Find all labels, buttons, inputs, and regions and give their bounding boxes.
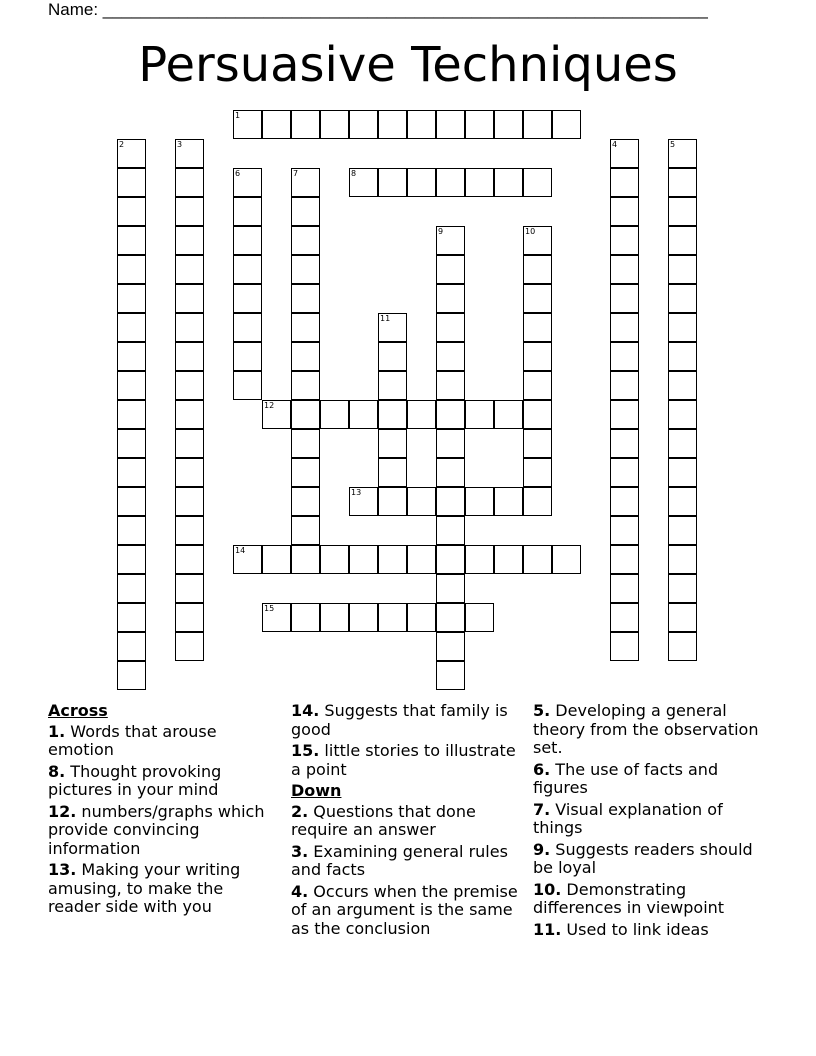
grid-cell[interactable] [378, 487, 407, 516]
grid-cell[interactable] [349, 603, 378, 632]
grid-cell[interactable] [668, 632, 697, 661]
grid-cell[interactable] [610, 313, 639, 342]
clue-text: Used to link ideas [561, 919, 709, 939]
clue-number: 6. [533, 759, 551, 779]
clue-text: Words that arouse emotion [48, 721, 217, 759]
grid-cell[interactable] [378, 342, 407, 371]
grid-cell[interactable] [175, 371, 204, 400]
grid-cell[interactable] [436, 226, 465, 255]
grid-cell[interactable] [610, 168, 639, 197]
grid-cell[interactable] [378, 313, 407, 342]
down-clue [533, 881, 763, 918]
grid-cell[interactable] [349, 110, 378, 139]
grid-cell[interactable] [117, 371, 146, 400]
clue-number: 3. [291, 841, 309, 861]
cell-number: 9 [438, 227, 444, 236]
grid-cell[interactable] [465, 110, 494, 139]
grid-cell[interactable] [494, 487, 523, 516]
grid-cell[interactable] [465, 168, 494, 197]
grid-cell[interactable] [407, 603, 436, 632]
clue-text: The use of facts and figures [533, 759, 719, 797]
grid-cell[interactable] [233, 371, 262, 400]
grid-cell[interactable] [175, 574, 204, 603]
clue-number: 11. [533, 919, 562, 939]
clue-number: 1. [48, 721, 66, 741]
grid-cell[interactable] [436, 574, 465, 603]
clue-text: numbers/graphs which provide convincing information [48, 801, 265, 858]
grid-cell[interactable] [378, 603, 407, 632]
grid-cell[interactable] [436, 110, 465, 139]
cell-number: 1 [235, 111, 241, 120]
clue-text: Thought provoking pictures in your mind [48, 761, 222, 799]
grid-cell[interactable] [668, 284, 697, 313]
cell-number: 7 [293, 169, 299, 178]
grid-cell[interactable] [233, 255, 262, 284]
grid-cell[interactable] [668, 574, 697, 603]
grid-cell[interactable] [175, 516, 204, 545]
grid-cell[interactable] [378, 168, 407, 197]
clue-number: 13. [48, 860, 77, 879]
cell-number: 13 [351, 488, 362, 497]
name-field[interactable]: Name: ________________________________________________________________ [48, 0, 708, 19]
grid-cell[interactable] [668, 429, 697, 458]
grid-cell[interactable] [668, 168, 697, 197]
clues-column-2 [291, 702, 527, 941]
across-clue [48, 803, 278, 859]
grid-cell[interactable] [262, 603, 291, 632]
grid-cell[interactable] [407, 400, 436, 429]
grid-cell[interactable] [349, 400, 378, 429]
down-clue [291, 803, 527, 840]
grid-cell[interactable] [610, 632, 639, 661]
grid-cell[interactable] [117, 255, 146, 284]
grid-cell[interactable] [523, 255, 552, 284]
grid-cell[interactable] [320, 603, 349, 632]
grid-cell[interactable] [610, 255, 639, 284]
grid-cell[interactable] [175, 255, 204, 284]
grid-cell[interactable] [523, 110, 552, 139]
grid-cell[interactable] [378, 545, 407, 574]
grid-cell[interactable] [175, 632, 204, 661]
grid-cell[interactable] [291, 545, 320, 574]
grid-cell[interactable] [117, 603, 146, 632]
clue-text: Suggests readers should be loyal [533, 839, 753, 877]
cell-number: 2 [119, 140, 125, 149]
clue-number: 9. [533, 839, 551, 859]
grid-cell[interactable] [175, 603, 204, 632]
grid-cell[interactable] [668, 371, 697, 400]
grid-cell[interactable] [523, 371, 552, 400]
grid-cell[interactable] [610, 284, 639, 313]
down-clue [533, 702, 763, 758]
grid-cell[interactable] [262, 545, 291, 574]
grid-cell[interactable] [291, 429, 320, 458]
grid-cell[interactable] [436, 342, 465, 371]
cell-number: 6 [235, 169, 241, 178]
grid-cell[interactable] [523, 226, 552, 255]
grid-cell[interactable] [668, 139, 697, 168]
grid-cell[interactable] [668, 458, 697, 487]
grid-cell[interactable] [494, 110, 523, 139]
across-clue [48, 763, 278, 800]
grid-cell[interactable] [668, 487, 697, 516]
clue-number: 5. [533, 701, 551, 720]
grid-cell[interactable] [552, 545, 581, 574]
cell-number: 3 [177, 140, 183, 149]
grid-cell[interactable] [610, 603, 639, 632]
cell-number: 5 [670, 140, 676, 149]
grid-cell[interactable] [320, 545, 349, 574]
grid-cell[interactable] [233, 342, 262, 371]
grid-cell[interactable] [436, 545, 465, 574]
grid-cell[interactable] [291, 197, 320, 226]
clue-number: 4. [291, 881, 309, 901]
grid-cell[interactable] [117, 574, 146, 603]
down-clue [291, 843, 527, 880]
clue-text: Examining general rules and facts [291, 841, 508, 879]
clue-number: 14. [291, 701, 320, 720]
clue-text: Making your writing amusing, to make the reader side with you [48, 860, 241, 916]
grid-cell[interactable] [610, 197, 639, 226]
grid-cell[interactable] [465, 603, 494, 632]
grid-cell[interactable] [291, 168, 320, 197]
grid-cell[interactable] [175, 313, 204, 342]
clue-number: 12. [48, 801, 77, 821]
grid-cell[interactable] [233, 110, 262, 139]
grid-cell[interactable] [117, 632, 146, 661]
grid-cell[interactable] [175, 197, 204, 226]
grid-cell[interactable] [175, 168, 204, 197]
grid-cell[interactable] [117, 661, 146, 690]
clues-column-3 [533, 702, 763, 942]
grid-cell[interactable] [668, 400, 697, 429]
grid-cell[interactable] [436, 313, 465, 342]
grid-cell[interactable] [291, 603, 320, 632]
grid-cell[interactable] [436, 603, 465, 632]
page-title: Persuasive Techniques [138, 37, 678, 93]
grid-cell[interactable] [436, 400, 465, 429]
grid-cell[interactable] [117, 139, 146, 168]
grid-cell[interactable] [117, 516, 146, 545]
cell-number: 15 [264, 604, 275, 613]
grid-cell[interactable] [494, 168, 523, 197]
grid-cell[interactable] [610, 139, 639, 168]
grid-cell[interactable] [436, 661, 465, 690]
grid-cell[interactable] [291, 487, 320, 516]
down-clue [533, 921, 763, 940]
clue-text: Occurs when the premise of an argument is the same as the conclusion [291, 881, 518, 938]
grid-cell[interactable] [175, 284, 204, 313]
grid-cell[interactable] [291, 458, 320, 487]
grid-cell[interactable] [523, 168, 552, 197]
cell-number: 4 [612, 140, 618, 149]
grid-cell[interactable] [523, 429, 552, 458]
grid-cell[interactable] [668, 545, 697, 574]
grid-cell[interactable] [378, 110, 407, 139]
grid-cell[interactable] [668, 603, 697, 632]
grid-cell[interactable] [378, 400, 407, 429]
grid-cell[interactable] [407, 545, 436, 574]
grid-cell[interactable] [465, 400, 494, 429]
grid-cell[interactable] [175, 545, 204, 574]
grid-cell[interactable] [291, 516, 320, 545]
grid-cell[interactable] [610, 226, 639, 255]
grid-cell[interactable] [523, 458, 552, 487]
grid-cell[interactable] [436, 458, 465, 487]
clue-text: little stories to illustrate a point [291, 741, 516, 779]
grid-cell[interactable] [494, 545, 523, 574]
grid-cell[interactable] [610, 574, 639, 603]
grid-cell[interactable] [668, 226, 697, 255]
across-clue [48, 723, 278, 760]
grid-cell[interactable] [436, 168, 465, 197]
grid-cell[interactable] [610, 342, 639, 371]
grid-cell[interactable] [117, 313, 146, 342]
grid-cell[interactable] [117, 545, 146, 574]
cell-number: 12 [264, 401, 275, 410]
grid-cell[interactable] [291, 342, 320, 371]
cell-number: 11 [380, 314, 391, 323]
grid-cell[interactable] [233, 226, 262, 255]
grid-cell[interactable] [407, 168, 436, 197]
grid-cell[interactable] [117, 197, 146, 226]
grid-cell[interactable] [262, 110, 291, 139]
grid-cell[interactable] [407, 487, 436, 516]
grid-cell[interactable] [523, 313, 552, 342]
grid-cell[interactable] [610, 429, 639, 458]
grid-cell[interactable] [175, 487, 204, 516]
grid-cell[interactable] [291, 371, 320, 400]
grid-cell[interactable] [262, 400, 291, 429]
grid-cell[interactable] [378, 371, 407, 400]
grid-cell[interactable] [117, 168, 146, 197]
grid-cell[interactable] [349, 168, 378, 197]
grid-cell[interactable] [436, 284, 465, 313]
grid-cell[interactable] [175, 226, 204, 255]
grid-cell[interactable] [291, 284, 320, 313]
grid-cell[interactable] [610, 371, 639, 400]
down-clue [533, 761, 763, 798]
clue-text: Demonstrating differences in viewpoint [533, 879, 725, 917]
clue-text: Visual explanation of things [533, 799, 723, 837]
grid-cell[interactable] [523, 400, 552, 429]
cell-number: 14 [235, 546, 246, 555]
grid-cell[interactable] [320, 110, 349, 139]
grid-cell[interactable] [523, 284, 552, 313]
grid-cell[interactable] [494, 400, 523, 429]
grid-cell[interactable] [610, 516, 639, 545]
grid-cell[interactable] [610, 400, 639, 429]
grid-cell[interactable] [610, 458, 639, 487]
clues-column-1 [48, 702, 278, 920]
clue-text: Suggests that family is good [291, 701, 508, 739]
grid-cell[interactable] [668, 197, 697, 226]
cell-number: 10 [525, 227, 536, 236]
down-clue [533, 841, 763, 878]
down-heading: Down [291, 781, 342, 800]
grid-cell[interactable] [436, 487, 465, 516]
grid-cell[interactable] [552, 110, 581, 139]
clue-text: Questions that done require an answer [291, 801, 476, 839]
across-clue [291, 702, 527, 739]
down-clue [291, 883, 527, 939]
grid-cell[interactable] [349, 545, 378, 574]
cell-number: 8 [351, 169, 357, 178]
grid-cell[interactable] [291, 226, 320, 255]
grid-cell[interactable] [117, 458, 146, 487]
clue-number: 8. [48, 761, 66, 781]
grid-cell[interactable] [117, 284, 146, 313]
grid-cell[interactable] [175, 139, 204, 168]
grid-cell[interactable] [117, 400, 146, 429]
grid-cell[interactable] [610, 545, 639, 574]
grid-cell[interactable] [378, 458, 407, 487]
grid-cell[interactable] [349, 487, 378, 516]
grid-cell[interactable] [117, 429, 146, 458]
clue-number: 10. [533, 879, 562, 899]
grid-cell[interactable] [175, 400, 204, 429]
grid-cell[interactable] [291, 313, 320, 342]
grid-cell[interactable] [378, 429, 407, 458]
grid-cell[interactable] [610, 487, 639, 516]
across-clue [48, 861, 278, 917]
grid-cell[interactable] [523, 545, 552, 574]
clue-number: 2. [291, 801, 309, 821]
grid-cell[interactable] [175, 429, 204, 458]
down-clue [533, 801, 763, 838]
grid-cell[interactable] [233, 168, 262, 197]
grid-cell[interactable] [233, 284, 262, 313]
grid-cell[interactable] [436, 371, 465, 400]
grid-cell[interactable] [668, 342, 697, 371]
grid-cell[interactable] [320, 400, 349, 429]
grid-cell[interactable] [523, 487, 552, 516]
across-clue [291, 742, 527, 779]
grid-cell[interactable] [175, 342, 204, 371]
grid-cell[interactable] [117, 342, 146, 371]
grid-cell[interactable] [175, 458, 204, 487]
grid-cell[interactable] [407, 110, 436, 139]
grid-cell[interactable] [465, 487, 494, 516]
clue-text: Developing a general theory from the observation set. [533, 701, 759, 757]
grid-cell[interactable] [436, 255, 465, 284]
grid-cell[interactable] [436, 516, 465, 545]
grid-cell[interactable] [465, 545, 494, 574]
grid-cell[interactable] [523, 342, 552, 371]
grid-cell[interactable] [233, 545, 262, 574]
grid-cell[interactable] [291, 400, 320, 429]
grid-cell[interactable] [668, 255, 697, 284]
grid-cell[interactable] [117, 226, 146, 255]
grid-cell[interactable] [668, 313, 697, 342]
grid-cell[interactable] [233, 197, 262, 226]
grid-cell[interactable] [233, 313, 262, 342]
grid-cell[interactable] [436, 632, 465, 661]
across-heading: Across [48, 701, 108, 720]
clue-number: 15. [291, 741, 320, 760]
grid-cell[interactable] [291, 110, 320, 139]
clue-number: 7. [533, 799, 551, 819]
grid-cell[interactable] [291, 255, 320, 284]
grid-cell[interactable] [668, 516, 697, 545]
grid-cell[interactable] [117, 487, 146, 516]
grid-cell[interactable] [436, 429, 465, 458]
